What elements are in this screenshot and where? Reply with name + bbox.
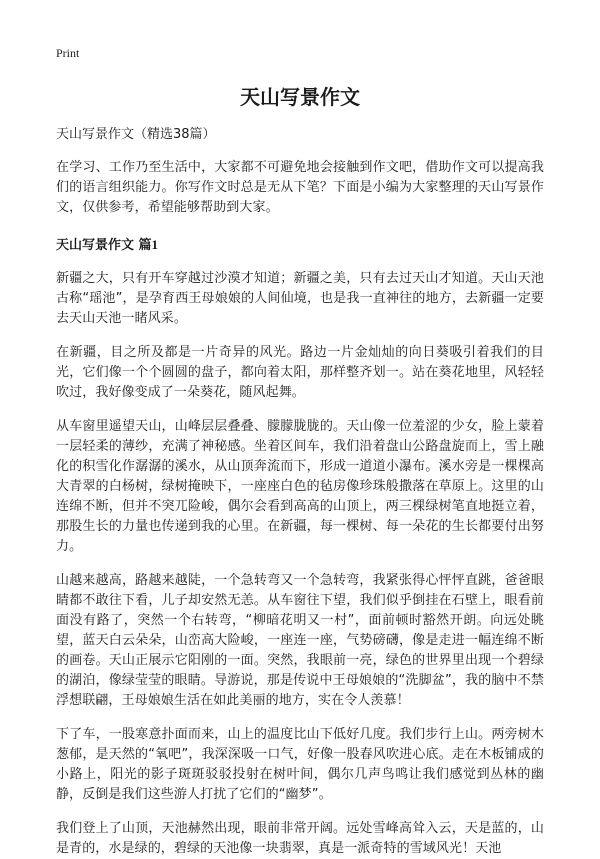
body-paragraph: 新疆之大，只有开车穿越过沙漠才知道；新疆之美，只有去过天山才知道。天山天池古称“瑶池”，是孕育西王母娘娘的人间仙境，也是我一直神往的地方，去新疆一定要去天山天池一睹风采。 <box>56 271 544 326</box>
print-link[interactable]: Print <box>56 46 80 60</box>
intro-paragraph: 在学习、工作乃至生活中，大家都不可避免地会接触到作文吧，借助作文可以提高我们的语言组织能力。你写作文时总是无从下笔？下面是小编为大家整理的天山写景作文，仅供参考，希望能够帮助到大家。 <box>56 160 544 215</box>
section-heading-number: 1 <box>151 237 159 252</box>
document-title: 天山写景作文 <box>240 85 360 109</box>
body-paragraph: 下了车，一股寒意扑面而来，山上的温度比山下低好几度。我们步行上山。两旁树木葱郁，是天然的“氧吧”，我深深吸一口气，好像一股春风吹进心底。走在木板铺成的小路上，阳光的影子斑斑驳驳投射在树叶间，偶尔几声鸟鸣让我们感觉到丛林的幽静，反倒是我们这些游人打扰了它们的“幽梦”。 <box>56 727 544 802</box>
section-heading-text: 天山写景作文 篇 <box>56 238 152 253</box>
section-heading <box>56 236 544 255</box>
body-paragraph: 在新疆，目之所及都是一片奇异的风光。路边一片金灿灿的向日葵吸引着我们的目光，它们像一个个圆圆的盘子，都向着太阳，那样整齐划一。站在葵花地里，风轻轻吹过，我好像变成了一朵葵花，随风起舞。 <box>56 345 544 400</box>
body-paragraph: 山越来越高，路越来越陡，一个急转弯又一个急转弯，我紧张得心怦怦直跳，爸爸眼睛都不敢往下看，儿子却安然无恙。从车窗往下望，我们似乎倒挂在石壁上，眼看前面没有路了，突然一个右转弯，“柳暗花明又一村”，面前顿时豁然开朗。向远处眺望，蓝天白云朵朵，山峦高大险峻，一座连一座，气势磅礴，像是走进一幅连绵不断的画卷。天山正展示它阳刚的一面。突然，我眼前一亮，绿色的世界里出现一个碧绿的湖泊，像绿莹莹的眼睛。导游说，那是传说中王母娘娘的“洗脚盆”，我的脑中不禁浮想联翩，王母娘娘生活在如此美丽的地方，实在令人羡慕！ <box>56 573 544 708</box>
document-subtitle: 天山写景作文（精选38篇） <box>56 127 216 142</box>
body-paragraph: 我们登上了山顶，天池赫然出现，眼前非常开阔。远处雪峰高耸入云，天是蓝的，山是青的，水是绿的，碧绿的天池像一块翡翠，真是一派奇特的雪域风光！天池 <box>56 821 544 856</box>
body-paragraph: 从车窗里遥望天山，山峰层层叠叠、朦朦胧胧的。天山像一位羞涩的少女，脸上蒙着一层轻柔的薄纱，充满了神秘感。坐着区间车，我们沿着盘山公路盘旋而上，雪上融化的积雪化作潺潺的溪水，从山顶奔流而下，形成一道道小瀑布。溪水旁是一棵棵高大青翠的白杨树，绿树掩映下，一座座白色的毡房像珍珠般撒落在草原上。这里的山连绵不断，但并不突兀险峻，偶尔会看到高高的山顶上，两三棵绿树笔直地挺立着，那股生长的力量也传递到我的心里。在新疆，每一棵树、每一朵花的生长都要付出努力。 <box>56 419 544 554</box>
